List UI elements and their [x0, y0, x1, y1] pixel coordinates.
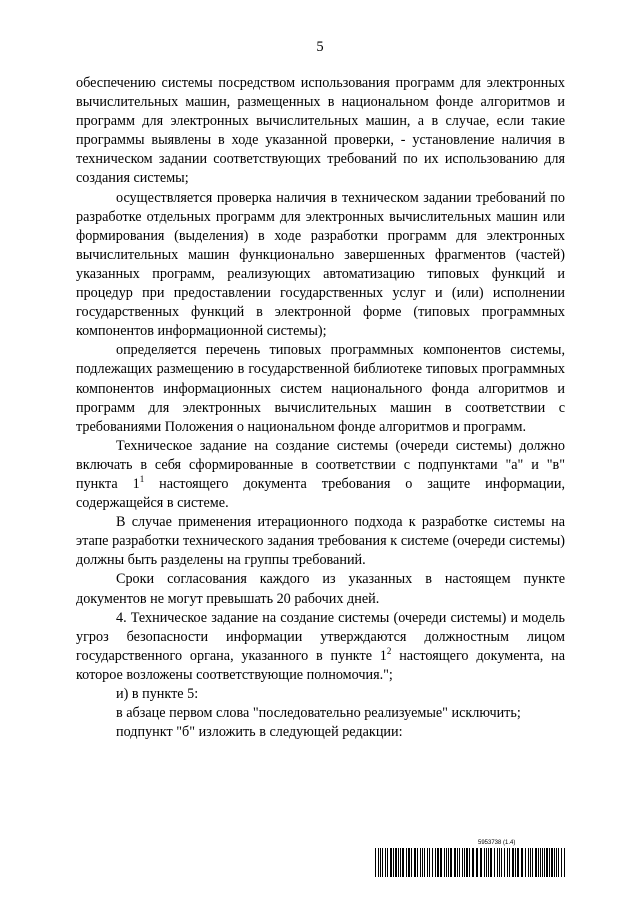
paragraph-text: 4. Техническое задание на создание системы (очереди системы) и модель угроз безопасности информации утверждаются должностным лицом государственного органа, указанного в пункте 1 [76, 609, 565, 664]
page-number: 5 [316, 39, 324, 55]
paragraph: обеспечению системы посредством использования программ для электронных вычислительных машин, размещенных в национальном фонде алгоритмов и программ для электронных вычислительных машин, а в случае, если такие программы выявлены в ходе указанной проверки, - установление наличия в техническом задании соответствующих требований по их использованию для создания системы; [76, 75, 565, 187]
paragraph: и) в пункте 5: [116, 686, 199, 702]
paragraph-text: Техническое задание на создание системы (очереди системы) должно включать в себя сформированные в соответствии с подпунктами "а" и "в" пункта 1 [76, 437, 565, 492]
paragraph: В случае применения итерационного подхода к разработке системы на этапе разработки технического задания требования к системе (очереди системы) должны быть разделены на группы требований. [76, 514, 565, 569]
barcode-code: 5953738 (1.4) [478, 840, 516, 846]
paragraph [76, 437, 565, 513]
paragraph: Сроки согласования каждого из указанных в настоящем пункте документов не могут превышать 20 рабочих дней. [76, 571, 565, 607]
paragraph-text: настоящего документа требования о защите информации, содержащейся в системе. [76, 475, 565, 512]
superscript: 2 [386, 645, 392, 656]
paragraph: в абзаце первом слова "последовательно реализуемые" исключить; [116, 705, 521, 722]
paragraph: подпункт "б" изложить в следующей редакции: [116, 724, 403, 741]
paragraph: осуществляется проверка наличия в техническом задании требований по разработке отдельных программ для электронных вычислительных машин или формирования (выделения) в ходе разработки программ для электронных вычислительных машин функционально завершенных фрагментов (частей) указанных программ, реализующих автоматизацию типовых функций и процедур при предоставлении государственных услуг и (или) исполнении государственных функций в электронной форме (типовых программных компонентов информационной системы); [76, 189, 565, 340]
paragraph-text: настоящего документа, на которое возложены соответствующие полномочия."; [76, 647, 565, 683]
paragraph [76, 609, 565, 685]
barcode [375, 848, 565, 877]
superscript: 1 [139, 473, 145, 484]
paragraph: определяется перечень типовых программных компонентов системы, подлежащих размещению в государственной библиотеке типовых программных компонентов информационных систем национального фонда алгоритмов и программ для электронных вычислительных машин в соответствии с требованиями Положения о национальном фонде алгоритмов и программ. [76, 342, 565, 435]
document-body [76, 74, 565, 742]
